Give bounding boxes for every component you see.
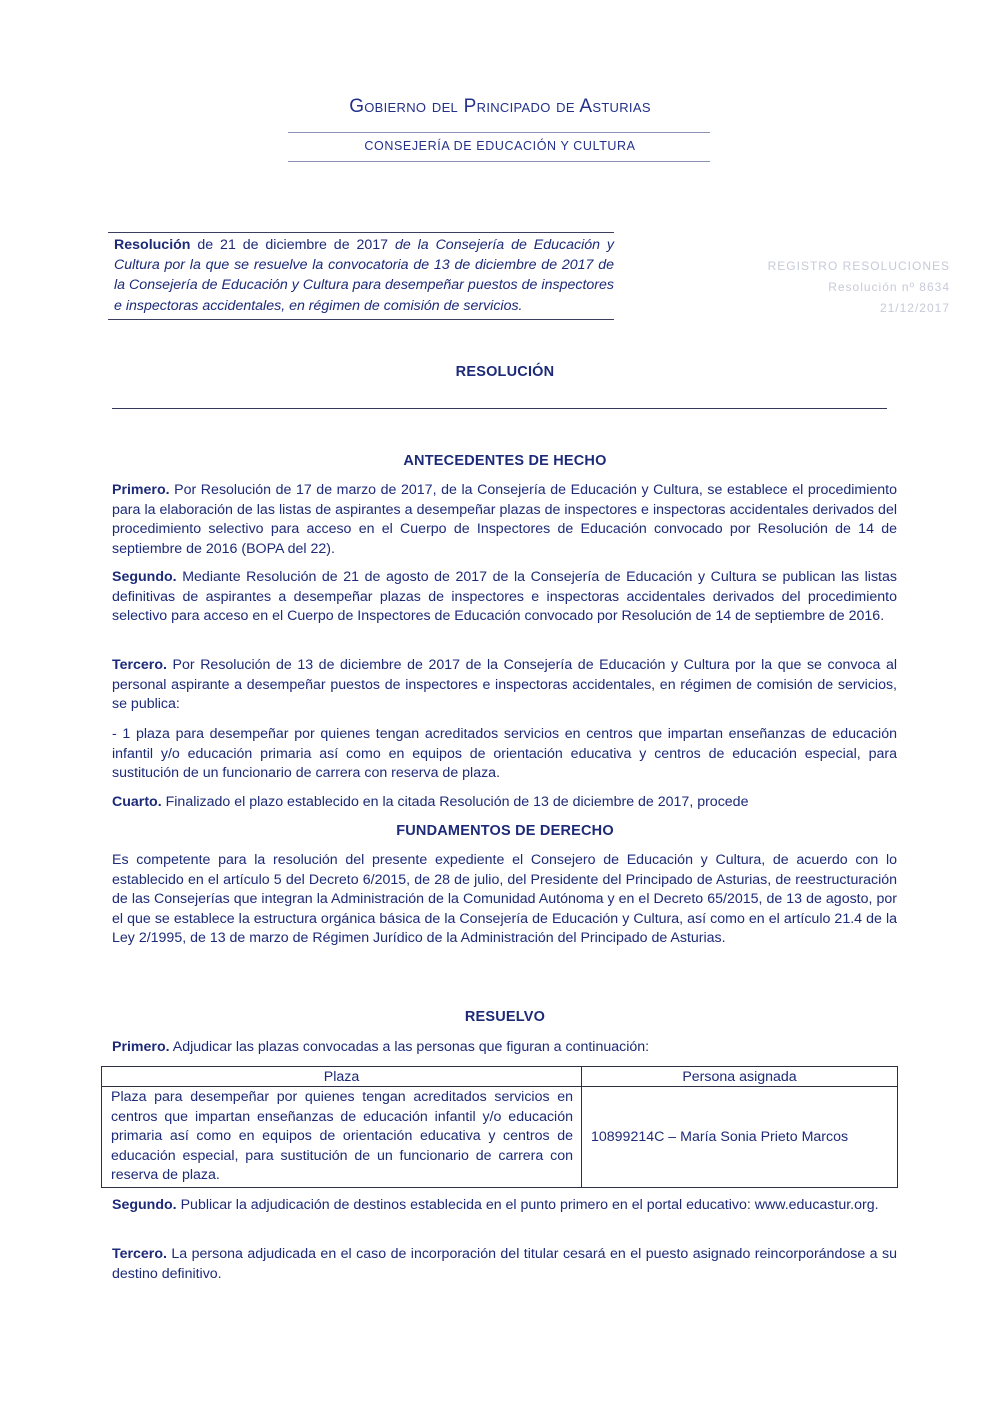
resuelvo-text: Publicar la adjudicación de destinos establecida en el punto primero en el portal educativo: www.educastur.org. bbox=[180, 1197, 879, 1213]
antecedente-tercero bbox=[112, 656, 897, 715]
antecedente-primero bbox=[112, 481, 897, 559]
resuelvo-segundo bbox=[112, 1196, 897, 1216]
antecedente-text: Mediante Resolución de 21 de agosto de 2017 de la Consejería de Educación y Cultura se publican las listas definitivas de aspirantes a desempeñar plazas de inspectores e inspectoras accidentales derivados del procedimiento selectivo para acceso en el Cuerpo de Inspectores de Educación convocado por Resolución de 14 de septiembre de 2016. bbox=[112, 569, 897, 624]
persona-cell: 10899214C – María Sonia Prieto Marcos bbox=[582, 1087, 898, 1188]
antecedente-text: - 1 plaza para desempeñar por quienes tengan acreditados servicios en centros que impartan enseñanzas de educación infantil y/o educación primaria así como en equipos de orientación educativa y centros de educación especial, para sustitución de un funcionario de carrera con reserva de plaza. bbox=[112, 726, 897, 781]
resuelvo-tercero bbox=[112, 1245, 897, 1284]
fundamentos-heading: FUNDAMENTOS DE DERECHO bbox=[396, 823, 614, 839]
summary-date: de 21 de diciembre de 2017 bbox=[197, 237, 389, 253]
adjudication-table bbox=[101, 1066, 898, 1188]
resuelvo-primero bbox=[112, 1038, 897, 1058]
antecedente-label: Tercero. bbox=[112, 657, 167, 673]
column-header-plaza: Plaza bbox=[102, 1067, 582, 1087]
resuelvo-text: Adjudicar las plazas convocadas a las personas que figuran a continuación: bbox=[172, 1039, 650, 1055]
resuelvo-label: Segundo. bbox=[112, 1197, 177, 1213]
title-divider bbox=[112, 408, 887, 409]
antecedente-segundo bbox=[112, 568, 897, 627]
header-rule-top bbox=[288, 132, 710, 133]
antecedente-label: Segundo. bbox=[112, 569, 177, 585]
resuelvo-heading: RESUELVO bbox=[464, 1009, 546, 1025]
antecedente-text: Por Resolución de 13 de diciembre de 2017 de la Consejería de Educación y Cultura por la que se convoca al personal aspirante a desempeñar puestos de inspectores e inspectoras accidentales, en régimen de comisión de servicios, se publica: bbox=[112, 657, 897, 712]
resuelvo-text: La persona adjudicada en el caso de incorporación del titular cesará en el puesto asignado reincorporándose a su destino definitivo. bbox=[112, 1246, 897, 1282]
table-header-row bbox=[102, 1067, 898, 1087]
antecedente-label: Primero. bbox=[112, 482, 170, 498]
table-row bbox=[102, 1087, 898, 1188]
resuelvo-label: Primero. bbox=[112, 1039, 170, 1055]
column-header-persona: Persona asignada bbox=[582, 1067, 898, 1087]
summary-label: Resolución bbox=[114, 237, 191, 253]
stamp-line-3: 21/12/2017 bbox=[879, 301, 950, 315]
resuelvo-label: Tercero. bbox=[112, 1246, 167, 1262]
antecedente-text: Finalizado el plazo establecido en la citada Resolución de 13 de diciembre de 2017, procede bbox=[165, 794, 749, 810]
document-title: RESOLUCIÓN bbox=[455, 364, 555, 380]
antecedente-label: Cuarto. bbox=[112, 794, 162, 810]
stamp-line-1: REGISTRO RESOLUCIONES bbox=[767, 259, 950, 273]
antecedente-cuarto bbox=[112, 793, 897, 813]
resolution-summary bbox=[108, 232, 614, 320]
government-title: Gobierno del Principado de Asturias bbox=[349, 96, 651, 117]
fundamentos-text: Es competente para la resolución del presente expediente el Consejero de Educación y Cultura, de acuerdo con lo establecido en el artículo 5 del Decreto 6/2015, de 28 de julio, del Presidente del Principado de Asturias, de reestructuración de las Consejerías que integran la Administración de la Comunidad Autónoma y en el Decreto 65/2015, de 13 de agosto, por el que se establece la estructura orgánica básica de la Consejería de Educación y Cultura, así como en el artículo 21.4 de la Ley 2/1995, de 13 de marzo de Régimen Jurídico de la Administración del Principado de Asturias. bbox=[112, 852, 897, 946]
plaza-cell: Plaza para desempeñar por quienes tengan acreditados servicios en centros que impartan enseñanzas de educación infantil y/o educación primaria así como en equipos de orientación educativa y centros de educación especial, para sustitución de un funcionario de carrera con reserva de plaza. bbox=[102, 1087, 582, 1188]
stamp-line-2: Resolución nº 8634 bbox=[828, 280, 950, 294]
department-name: CONSEJERÍA DE EDUCACIÓN Y CULTURA bbox=[364, 139, 636, 153]
summary-description: de la Consejería de Educación y Cultura por la que se resuelve la convocatoria de 13 de diciembre de 2017 de la Consejería de Educación y Cultura para desempeñar puestos de inspectores e inspectoras accidentales, en régimen de comisión de servicios. bbox=[114, 237, 614, 314]
header-rule-bottom bbox=[288, 161, 710, 162]
registry-stamp bbox=[690, 256, 950, 319]
antecedente-text: Por Resolución de 17 de marzo de 2017, de la Consejería de Educación y Cultura, se establece el procedimiento para la elaboración de las listas de aspirantes a desempeñar plazas de inspectores e inspectoras accidentales derivados del procedimiento selectivo para acceso en el Cuerpo de Inspectores de Educación convocado por Resolución de 14 de septiembre de 2016 (BOPA del 22). bbox=[112, 482, 897, 557]
antecedente-plaza-detalle bbox=[112, 725, 897, 784]
antecedentes-heading: ANTECEDENTES DE HECHO bbox=[403, 453, 607, 469]
